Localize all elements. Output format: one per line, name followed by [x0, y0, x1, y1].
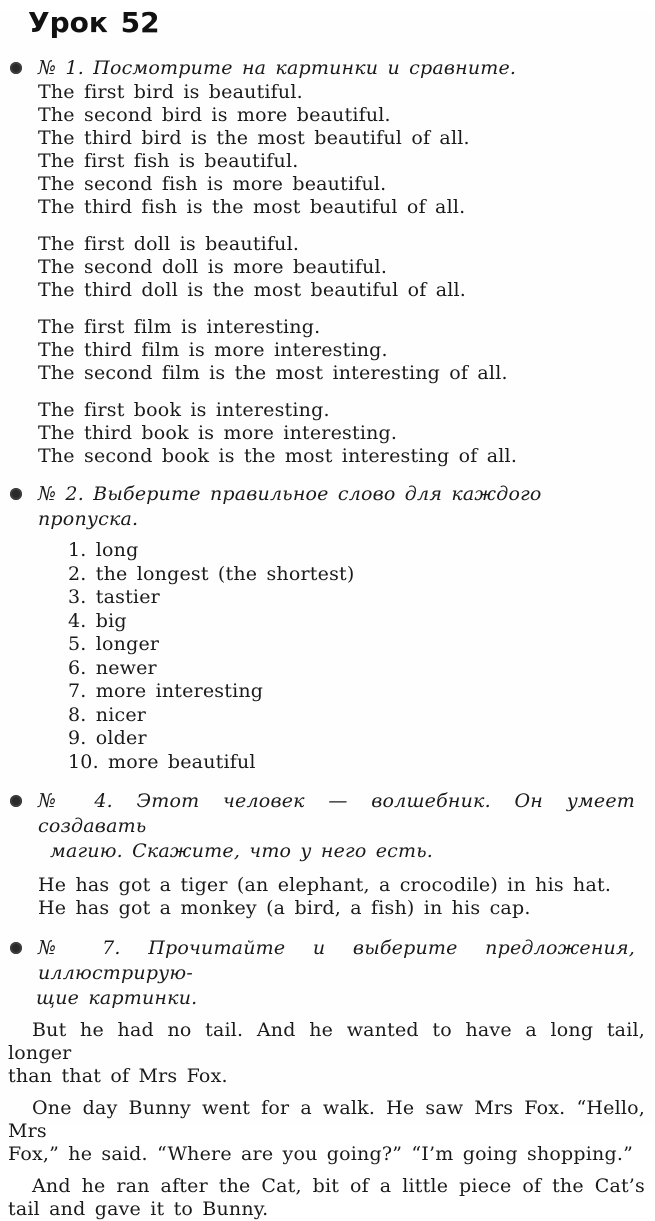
list-item: 10. more beautiful — [68, 750, 256, 773]
sentence-line: The second doll is more beautiful. — [38, 256, 388, 278]
list-item: 4. big — [68, 609, 127, 632]
sentence-line: The first film is interesting. — [38, 316, 321, 338]
task-2-header — [0, 482, 655, 532]
sentence-line: He has got a monkey (a bird, a fish) in his cap. — [38, 897, 531, 919]
task-2-answer-list — [68, 539, 655, 774]
task-1-instruction: № 1. Посмотрите на картинки и сравните. — [38, 57, 517, 79]
task-7-paragraph — [8, 1019, 645, 1088]
scanned-textbook-page — [0, 6, 655, 1220]
list-item: 1. long — [68, 539, 139, 561]
list-item: 6. newer — [68, 656, 157, 679]
sentence-line: The third film is more interesting. — [38, 339, 388, 361]
task-2-section — [0, 482, 655, 774]
task-4-instruction-line-1: № 4. Этот человек — волшебник. Он умеет создавать — [38, 790, 635, 837]
list-item: 5. longer — [68, 633, 160, 655]
task-7-paragraph — [8, 1097, 645, 1166]
task-1-answers-dolls — [38, 233, 655, 302]
page-title: Урок 52 — [28, 6, 160, 39]
task-4-answers — [38, 874, 655, 920]
task-4-instruction-line-2: магию. Скажите, что у него есть. — [50, 840, 434, 862]
sentence-line: The first bird is beautiful. — [38, 81, 303, 103]
sentence-line: The third bird is the most beautiful of all. — [38, 127, 470, 149]
paragraph-line: tail and gave it to Bunny. — [8, 1198, 269, 1220]
list-item: 7. more interesting — [68, 680, 264, 702]
sentence-line: The second film is the most interesting of all. — [38, 362, 508, 384]
paragraph-line: But he had no tail. And he wanted to have a long tail, longer — [8, 1019, 645, 1064]
sentence-line: The first book is interesting. — [38, 399, 330, 421]
paragraph-line: One day Bunny went for a walk. He saw Mrs Fox. “Hello, Mrs — [8, 1097, 645, 1142]
task-4-header — [0, 789, 655, 864]
sentence-line: The second bird is more beautiful. — [38, 104, 391, 126]
list-item: 3. tastier — [68, 586, 160, 608]
list-item: 2. the longest (the shortest) — [68, 562, 355, 585]
task-7-section — [0, 936, 655, 1221]
sentence-line: The second fish is more beautiful. — [38, 173, 387, 195]
task-4-section — [0, 789, 655, 920]
task-7-instruction-line-1: № 7. Прочитайте и выберите предложения, иллюстрирую- — [38, 937, 635, 984]
list-item: 8. nicer — [68, 703, 147, 726]
task-1-header — [0, 56, 655, 81]
sentence-line: The third book is more interesting. — [38, 422, 398, 444]
paragraph-line: Fox,” he said. “Where are you going?” “I’m going shopping.” — [8, 1143, 633, 1165]
sentence-line: The first doll is beautiful. — [38, 233, 300, 255]
task-7-header — [0, 936, 655, 1011]
paragraph-line: than that of Mrs Fox. — [8, 1065, 228, 1087]
task-7-instruction-line-2: щие картинки. — [36, 987, 198, 1009]
task-2-instruction: № 2. Выберите правильное слово для каждого пропуска. — [38, 483, 542, 530]
list-item: 9. older — [68, 727, 147, 749]
task-1-answers-films — [38, 316, 655, 385]
sentence-line: The first fish is beautiful. — [38, 150, 299, 172]
sentence-line: The second book is the most interesting of all. — [38, 445, 518, 467]
task-1-answers-books — [38, 399, 655, 468]
task-1-section — [0, 56, 655, 468]
task-7-paragraph — [8, 1175, 645, 1221]
sentence-line: He has got a tiger (an elephant, a crocodile) in his hat. — [38, 874, 612, 896]
task-1-answers-birds-fish — [38, 81, 655, 219]
paragraph-line: And he ran after the Cat, bit of a little piece of the Cat’s — [32, 1175, 645, 1197]
sentence-line: The third doll is the most beautiful of all. — [38, 279, 467, 301]
sentence-line: The third fish is the most beautiful of all. — [38, 196, 466, 218]
